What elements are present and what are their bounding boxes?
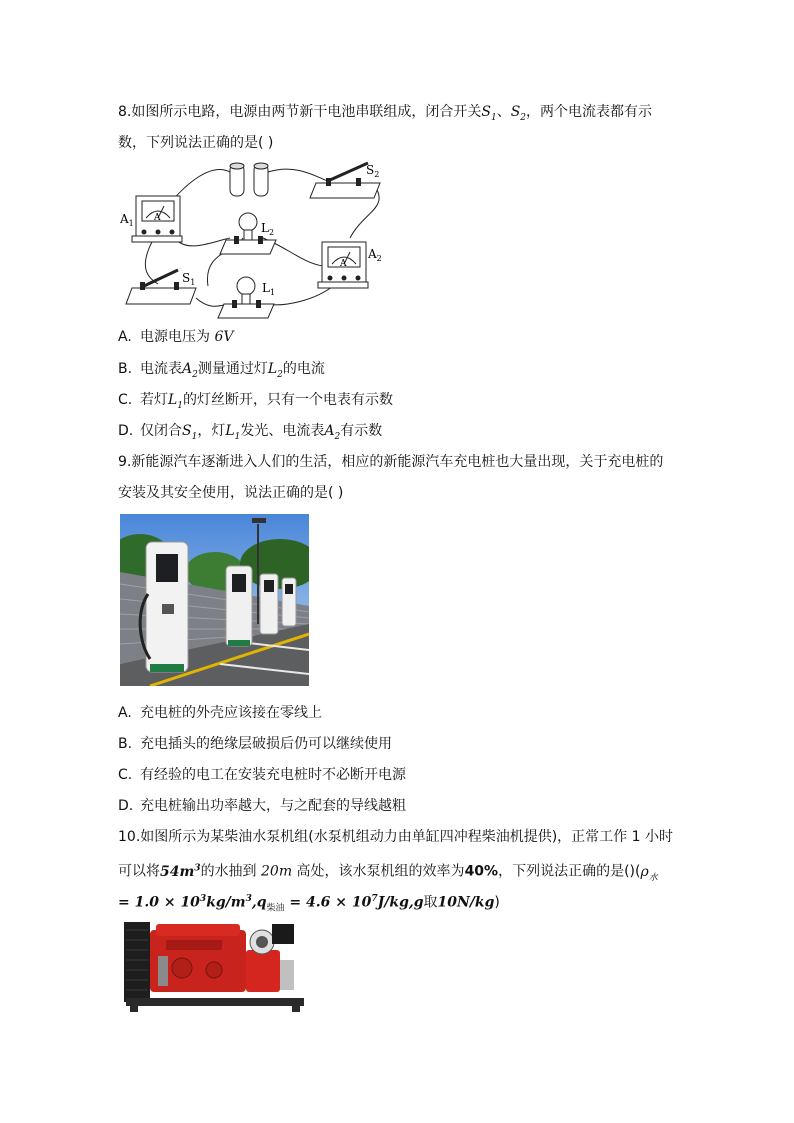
s1-symbol: $S_1$ [481, 104, 497, 123]
label-l2: $L_2$ [261, 221, 275, 237]
q9-stem-line2: 安装及其安全使用，说法正确的是( ) [118, 485, 344, 501]
q8-stem-line1: 8.如图所示电路，电源由两节新干电池串联组成，闭合开关$S_1$、$S_2$，两个电流表都有示 [118, 104, 653, 123]
label-a1: $A_1$ [120, 212, 134, 228]
engine-icon [150, 924, 246, 992]
q10-stem-line1: 10.如图所示为某柴油水泵机组(水泵机组动力由单缸四冲程柴油机提供)，正常工作 1 小时 [118, 829, 673, 845]
q9-stem-line1: 9.新能源汽车逐渐进入人们的生活，相应的新能源汽车充电桩也大量出现，关于充电桩的 [118, 454, 664, 470]
q8-option-c[interactable]: C. 若灯$L_1$的灯丝断开，只有一个电表有示数 [118, 392, 394, 411]
label-s2: $S_2$ [366, 163, 380, 179]
q10-stem-line3: = $1.0 \times 10^3kg/m^3,q_{柴油} = 4.6 \times 10^7J/kg,g$取10N/kg) [118, 894, 500, 914]
s2-symbol: $S_2$ [510, 104, 527, 123]
svg-text:A: A [340, 259, 347, 269]
q10-stem-line2: 可以将$54m^3$的水抽到 20m 高处，该水泵机组的效率为40%，下列说法正确的是$()(\rho_水$ [118, 863, 658, 883]
charger-pile-icon [140, 542, 188, 672]
label-l1: $L_1$ [262, 281, 276, 297]
battery-icon [230, 163, 268, 196]
q9-option-b[interactable]: B. 充电插头的绝缘层破损后仍可以继续使用 [118, 736, 392, 752]
diesel-pump-photo [122, 916, 308, 1014]
q9-option-a[interactable]: A. 充电桩的外壳应该接在零线上 [118, 705, 322, 721]
q8-circuit-figure [118, 158, 388, 323]
ammeter-a1-icon [132, 196, 182, 242]
q8-option-a[interactable]: A. 电源电压为 6V [118, 329, 234, 345]
q9-option-d[interactable]: D. 充电桩输出功率越大，与之配套的导线越粗 [118, 798, 406, 814]
charging-station-photo [120, 514, 309, 686]
svg-text:A: A [154, 213, 161, 223]
label-s1: $S_1$ [182, 271, 196, 287]
q8-stem-line2: 数，下列说法正确的是( ) [118, 135, 274, 151]
q8-option-d[interactable]: D. 仅闭合$S_1$，灯$L_1$发光、电流表$A_2$有示数 [118, 423, 383, 442]
q9-option-c[interactable]: C. 有经验的电工在安装充电桩时不必断开电源 [118, 767, 406, 783]
q8-option-b[interactable]: B. 电流表$A_2$测量通过灯$L_2$的电流 [118, 361, 325, 380]
ammeter-a2-icon [318, 242, 368, 288]
label-a2: $A_2$ [368, 247, 382, 263]
